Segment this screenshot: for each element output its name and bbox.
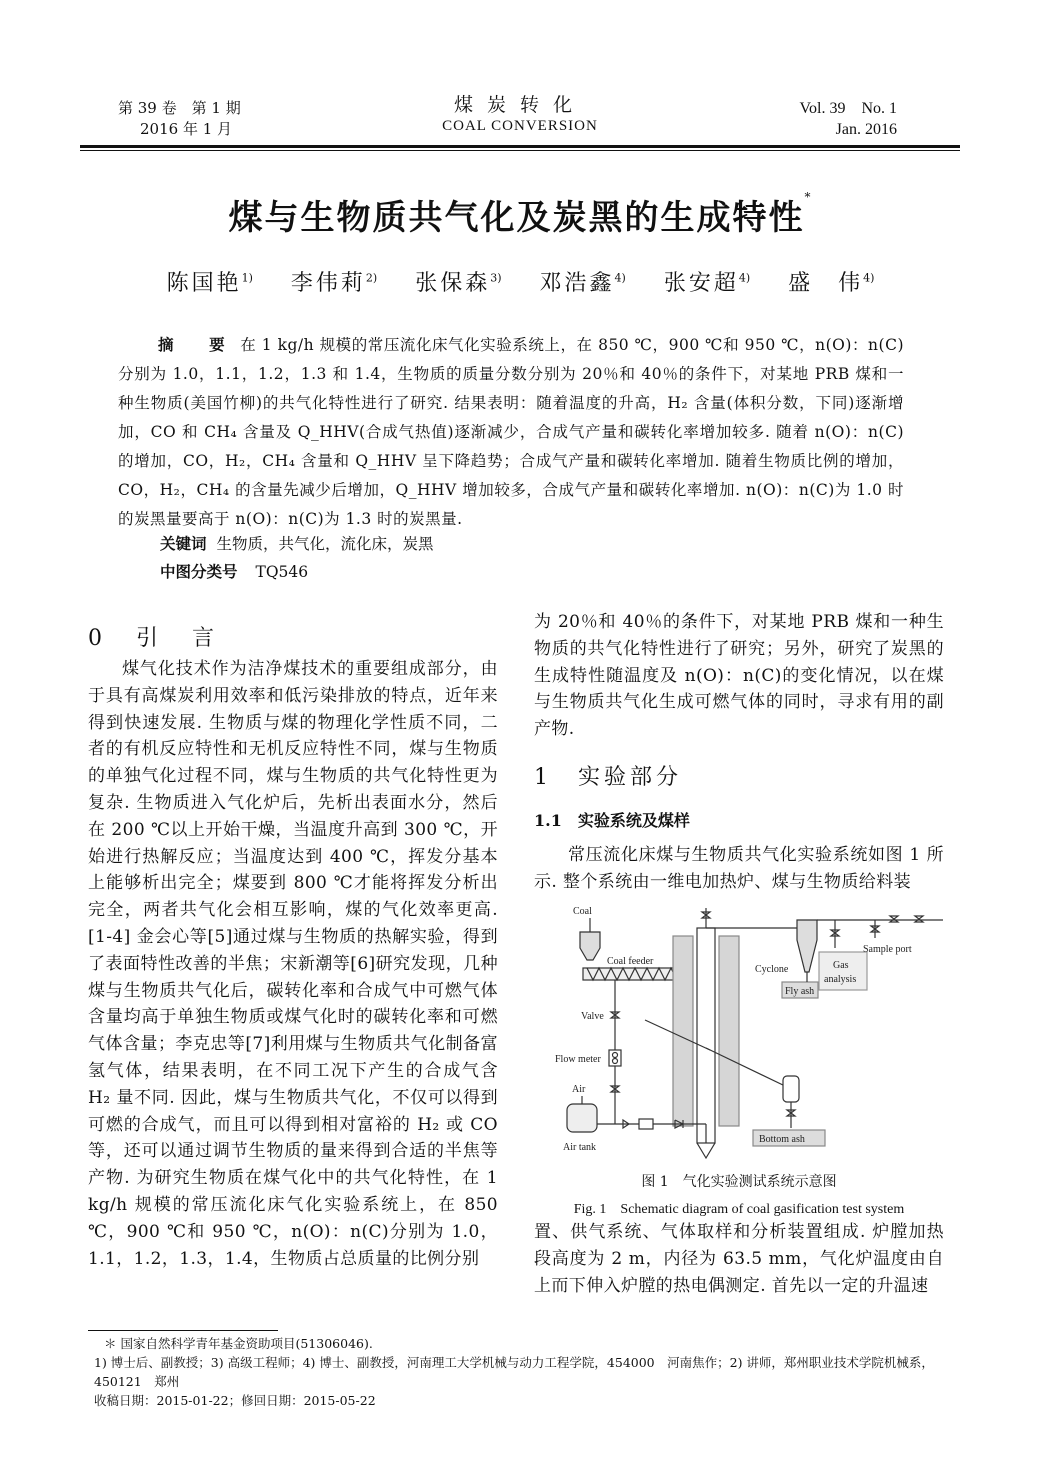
label-coal: Coal <box>573 906 592 917</box>
bottom-ash-line <box>706 1048 785 1086</box>
keywords-value: 生物质，共气化，流化床，炭黑 <box>216 535 434 553</box>
intro-right-column <box>534 609 944 743</box>
figure-caption-en: Fig. 1 Schematic diagram of coal gasification test system <box>573 1202 905 1217</box>
cyclone-body <box>797 920 817 972</box>
label-cyclone: Cyclone <box>755 964 789 975</box>
paper-title <box>0 190 1041 239</box>
author-list <box>0 266 1041 297</box>
section-heading-experiment: 1 实验部分 <box>534 765 682 790</box>
author: 陈国艳$^{1)}$ <box>166 271 253 296</box>
paper-title-text: 煤与生物质共气化及炭黑的生成特性 <box>228 198 805 238</box>
journal-name-cn: 煤炭转化 <box>453 94 586 116</box>
figure-1-schematic <box>545 900 945 1162</box>
label-air: Air <box>572 1084 586 1095</box>
abstract-text: 在 1 kg/h 规模的常压流化床气化实验系统上，在 850 ℃，900 ℃和 950 ℃，n(O)：n(C) 分别为 1.0，1.1，1.2，1.3 和 1.4，生物质的质量分数分别为 20％和 40％的条件下，对某地 PRB 煤和一种生物质(美国竹柳)的共气化特性进行了研究. 结果表明：随着温度的升高，H₂ 含量(体积分数，下同)逐渐增加，CO 和 CH₄ 含量及 Q_HHV(合成气热值)逐渐减少，合成气产量和碳转化率增加较多. 随着 n(O)：n(C)的增加，CO，H₂，CH₄ 含量和 Q_HHV 呈下降趋势；合成气产量和碳转化率增加. 随着生物质比例的增加，CO，H₂，CH₄ 的含量先减少后增加，Q_HHV 增加较多，合成气产量和碳转化率增加. n(O)：n(C)为 1.0 时的炭黑量要高于 n(O)：n(C)为 1.3 时的炭黑量. <box>118 336 904 528</box>
label-bottom-ash: Bottom ash <box>759 1134 805 1145</box>
author: 张保森$^{3)}$ <box>415 271 502 296</box>
label-analysis: analysis <box>824 974 857 985</box>
label-fly-ash: Fly ash <box>785 986 815 997</box>
volume-issue-en: Vol. 39 No. 1 <box>799 100 897 117</box>
volume-issue-cn: 第 39 卷 第 1 期 <box>118 99 241 117</box>
abstract-label: 摘 要 <box>158 335 235 354</box>
heater-right <box>719 936 739 1126</box>
section-heading-intro: 0 引 言 <box>88 626 220 651</box>
label-flow-meter: Flow meter <box>555 1054 601 1065</box>
header-rule-thin <box>80 150 960 151</box>
footnote-dates: 收稿日期：2015-01-22；修回日期：2015-05-22 <box>94 1393 376 1408</box>
footnotes <box>94 1334 954 1410</box>
line-valve-1 <box>890 916 898 922</box>
intro-paragraph: 煤气化技术作为洁净煤技术的重要组成部分，由于具有高煤炭利用效率和低污染排放的特点，近年来得到快速发展. 生物质与煤的物理化学性质不同，二者的有机反应特性和无机反应特性不同，煤与生物质的单独气化过程不同，煤与生物质的共气化特性更为复杂. 生物质进入气化炉后，先析出表面水分，然后在 200 ℃以上开始干燥，当温度升高到 300 ℃，开始进行热解反应；当温度达到 400 ℃，挥发分基本上能够析出完全；煤要到 800 ℃才能将挥发分析出完全，两者共气化会相互影响，煤的气化效率更高.[1-4] 金会心等[5]通过煤与生物质的热解实验，得到了表面特性改善的半焦；宋新潮等[6]研究发现，几种煤与生物质共气化后，碳转化率和合成气中可燃气体含量均高于单独生物质或煤气化时的碳转化率和可燃气体含量；李克忠等[7]利用煤与生物质共气化制备富氢气体，结果表明，在不同工况下产生的合成气含 H₂ 量不同. 因此，煤与生物质共气化，不仅可以得到可燃的合成气，而且可以得到相对富裕的 H₂ 或 CO 等，还可以通过调节生物质的量来得到合适的半焦等产物. 为研究生物质在煤气化中的共气化特性，在 1 kg/h 规模的常压流化床气化实验系统上，在 850 ℃，900 ℃和 950 ℃，n(O)：n(C)分别为 1.0，1.1，1.2，1.3，1.4，生物质占总质量的比例分别 <box>88 659 498 1269</box>
footnote-affiliations: 1) 博士后、副教授；3) 高级工程师；4) 博士、副教授，河南理工大学机械与动力工程学院，454000 河南焦作；2) 讲师，郑州职业技术学院机械系，450121 郑州 <box>94 1355 934 1389</box>
journal-name <box>390 92 650 135</box>
reactor-bottom <box>697 1143 715 1158</box>
title-footnote-mark: * <box>804 190 813 204</box>
clc-value: TQ546 <box>255 563 309 581</box>
intro-left-column <box>88 656 498 1272</box>
figure-caption-cn: 图 1 气化实验测试系统示意图 <box>641 1174 837 1190</box>
experiment-text-2: 置、供气系统、气体取样和分析装置组成. 炉膛加热段高度为 2 m，内径为 63.5 mm，气化炉温度由自上而下伸入炉膛的热电偶测定. 首先以一定的升温速 <box>534 1222 944 1296</box>
experiment-paragraph <box>534 842 944 896</box>
schematic-diagram <box>545 900 945 1162</box>
author: 盛 伟$^{4)}$ <box>788 271 875 296</box>
date-cn: 2016 年 1 月 <box>140 120 233 138</box>
footnote-rule <box>88 1330 278 1331</box>
air-tank-symbol <box>567 1104 597 1132</box>
author: 张安超$^{4)}$ <box>663 271 751 296</box>
label-sample-port: Sample port <box>863 944 912 955</box>
intro-paragraph-cont: 为 20％和 40％的条件下，对某地 PRB 煤和一种生物质的共气化特性进行了研究；另外，研究了炭黑的生成特性随温度及 n(O)：n(C)的变化情况，以在煤与生物质共气化生成可燃气体的同时，寻求有用的副产物. <box>534 612 944 740</box>
bottom-ash-vessel <box>783 1076 799 1102</box>
keywords-label: 关键词 <box>160 534 207 553</box>
experiment-text-1: 常压流化床煤与生物质共气化实验系统如图 1 所示. 整个系统由一维电加热炉、煤与生物质给料装 <box>534 845 944 892</box>
preheater-symbol <box>639 1119 653 1129</box>
line-valve-2 <box>915 916 923 922</box>
heater-left <box>673 936 693 1126</box>
label-valve: Valve <box>581 1011 604 1022</box>
footnote-fund: ＊ 国家自然科学青年基金资助项目(51306046). <box>104 1336 373 1351</box>
date-en: Jan. 2016 <box>835 121 897 138</box>
clc-label: 中图分类号 <box>160 562 238 581</box>
journal-name-en: COAL CONVERSION <box>442 118 598 134</box>
subsection-heading-system: 1.1 实验系统及煤样 <box>534 811 690 830</box>
header-rule-thick <box>80 145 960 148</box>
author: 邓浩鑫$^{4)}$ <box>539 271 626 296</box>
header-volume-cn <box>118 98 241 140</box>
experiment-paragraph-cont <box>534 1219 944 1299</box>
label-coal-feeder: Coal feeder <box>607 956 654 967</box>
coal-hopper <box>580 932 600 960</box>
label-air-tank: Air tank <box>563 1142 597 1153</box>
abstract <box>118 330 904 534</box>
label-gas: Gas <box>833 960 849 971</box>
reactor-tube <box>697 928 715 1143</box>
keywords-line <box>160 530 434 558</box>
clc-line <box>160 558 434 586</box>
keywords-block <box>160 530 434 586</box>
header-volume-en <box>800 98 898 140</box>
author: 李伟莉$^{2)}$ <box>290 271 378 296</box>
